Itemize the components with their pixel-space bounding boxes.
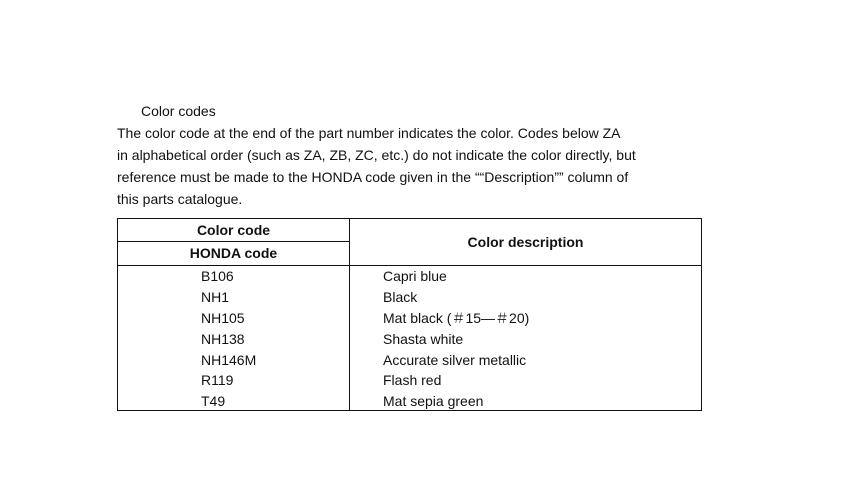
honda-code-cell: NH1 [201, 288, 230, 305]
table-row [118, 287, 701, 308]
table-row [118, 266, 701, 287]
paragraph-line: The color code at the end of the part number indicates the color. Codes below ZA [117, 125, 621, 141]
color-description-cell: Accurate silver metallic [383, 351, 527, 368]
table-row [118, 370, 701, 391]
color-code-table [117, 218, 702, 411]
paragraph-line: in alphabetical order (such as ZA, ZB, ZC, etc.) do not indicate the color directly, but [117, 147, 636, 163]
intro-paragraph [117, 124, 717, 212]
paragraph-line: reference must be made to the HONDA code given in the ““Description”” column of [117, 169, 629, 185]
honda-code-cell: R119 [201, 372, 234, 389]
color-description-cell: Flash red [383, 372, 442, 389]
color-description-cell: Mat sepia green [383, 393, 484, 410]
honda-code-cell: NH138 [201, 330, 245, 347]
color-description-cell: Shasta white [383, 330, 464, 347]
honda-code-header: HONDA code [189, 245, 278, 261]
paragraph-line: this parts catalogue. [117, 191, 243, 207]
honda-code-cell: T49 [201, 393, 226, 410]
honda-code-cell: NH146M [201, 351, 257, 368]
table-row [118, 329, 701, 350]
table-row [118, 350, 701, 371]
honda-code-cell: NH105 [201, 309, 245, 326]
code-header-group [118, 219, 350, 266]
table-body [118, 266, 701, 412]
color-description-cell: Mat black (＃15—＃20) [383, 309, 530, 326]
table-row [118, 391, 701, 412]
color-description-cell: Capri blue [383, 268, 447, 284]
honda-code-cell: B106 [201, 268, 234, 284]
color-code-header: Color code [118, 219, 349, 242]
color-description-cell: Black [383, 288, 418, 305]
color-description-header: Color description [350, 219, 701, 266]
section-heading: Color codes [141, 103, 216, 119]
table-row [118, 308, 701, 329]
